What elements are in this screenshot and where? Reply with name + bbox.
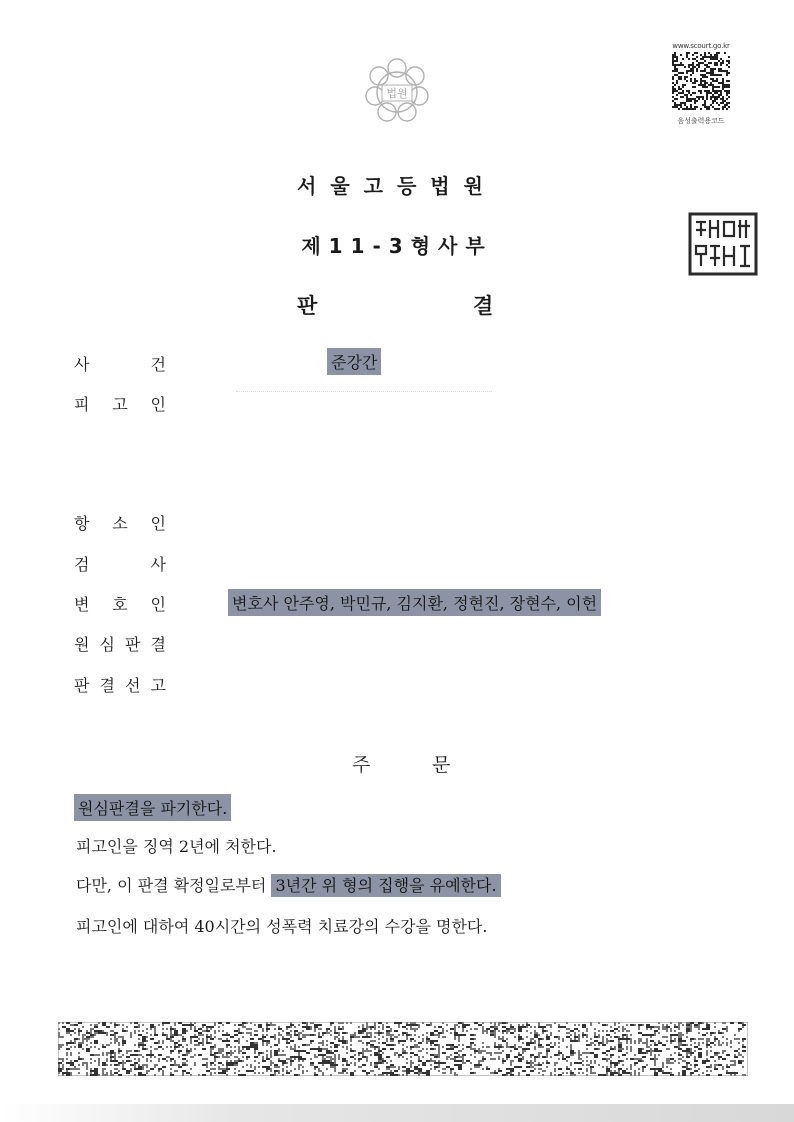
field-label-appellant — [74, 511, 166, 534]
field-label-char: 인 — [150, 514, 166, 533]
field-label-char: 항 — [74, 514, 90, 533]
field-label-char: 원 — [74, 635, 90, 654]
document-barcode-strip — [58, 1022, 748, 1076]
order-line-4: 피고인에 대하여 40시간의 성폭력 치료강의 수강을 명한다. — [76, 917, 488, 936]
field-label-char: 선 — [125, 676, 141, 695]
field-label-char: 사 — [150, 555, 166, 574]
qr-code-block — [668, 42, 734, 126]
counsel-value: 변호사 안주영, 박민규, 김지환, 정현진, 장현수, 이헌 — [228, 589, 601, 616]
field-label-char: 고 — [150, 676, 166, 695]
field-label-char: 결 — [150, 635, 166, 654]
order-heading-right: 문 — [432, 754, 451, 776]
field-label-char: 변 — [74, 595, 90, 614]
order-line-3-highlight: 3년간 위 형의 집행을 유예한다. — [271, 874, 500, 897]
doc-type-right: 결 — [473, 294, 494, 318]
field-label-char: 심 — [99, 635, 115, 654]
order-line-3-prefix: 다만, 이 판결 확정일로부터 — [76, 876, 272, 895]
qr-code-icon — [672, 52, 730, 110]
field-label-char: 호 — [112, 595, 128, 614]
field-label-char: 결 — [99, 676, 115, 695]
field-label-char: 인 — [150, 395, 166, 414]
qr-label: 음성출력용코드 — [677, 117, 725, 125]
footer-bar — [0, 1104, 794, 1122]
case-name-value: 준강간 — [327, 348, 381, 375]
field-label-char: 피 — [74, 395, 90, 414]
field-label-sentencing-date — [74, 673, 166, 696]
seal-text: 법원 — [386, 87, 408, 100]
field-label-char: 판 — [125, 635, 141, 654]
field-label-defendant — [74, 392, 166, 415]
order-line-3 — [76, 873, 501, 896]
field-label-prosecutor — [74, 552, 166, 575]
field-label-char: 판 — [74, 676, 90, 695]
field-label-lower-judgment — [74, 632, 166, 655]
division-name: 제11-3형사부 — [301, 234, 493, 258]
field-label-char: 사 — [74, 355, 90, 374]
official-stamp — [688, 212, 758, 276]
court-seal-emblem — [355, 48, 439, 132]
order-line-1: 원심판결을 파기한다. — [74, 794, 231, 821]
doc-type-left: 판 — [297, 294, 318, 318]
field-label-char: 고 — [112, 395, 128, 414]
court-name: 서울고등법원 — [297, 174, 497, 198]
redacted-defendant-line — [236, 391, 492, 394]
field-label-char: 건 — [150, 355, 166, 374]
field-label-counsel — [74, 592, 166, 615]
field-label-char: 검 — [74, 555, 90, 574]
field-label-case — [74, 352, 166, 375]
field-label-char: 소 — [112, 514, 128, 533]
order-line-2: 피고인을 징역 2년에 처한다. — [76, 837, 277, 856]
qr-url: www.scourt.go.kr — [672, 42, 730, 50]
field-label-char: 인 — [150, 595, 166, 614]
order-heading-left: 주 — [352, 754, 371, 776]
